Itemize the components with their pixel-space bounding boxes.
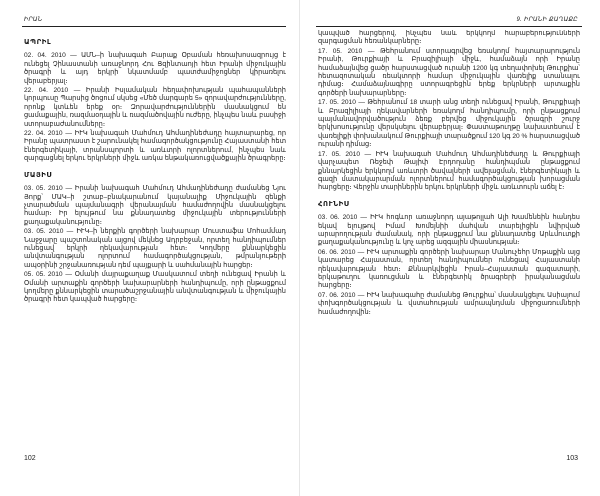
chronicle-entry: 06. 06. 2010 — ԻՒԿ արտաքին գործերի նախարար Մանուչեհր Մոթաքին այց կատարեց Հայաստան, որտեղ հանդիպումներ ունեցավ Հայաստանի ղեկավարության հետ։ Քննարկվեցին Իրան–Հայաստան գազատարի, երկաթուղու կառուցման և էներգետիկ ծրագրերի իրականացման հարցերը։ xyxy=(318,248,580,290)
header-rule xyxy=(22,26,286,27)
chronicle-entry: 03. 05. 2010 — Իրանի նախագահ Մահմուդ Ահմադինեժադը ժամանեց Նյու Յորք՝ ՄԱԿ–ի շտաբ–բնակարանում կայանալիք Միջուկային զենքի չտարածման պայմանագրի վերանայման համաժողովին մասնակցելու համար։ Իր ելույթում նա քննադատեց միջուկային տերությունների քաղաքականությունը։ xyxy=(24,185,286,226)
month-heading: ԱՊՐԻԼ xyxy=(24,39,52,46)
page-number: 103 xyxy=(566,455,578,462)
month-heading: ՄԱՅԻՍ xyxy=(24,171,53,179)
chronicle-entry: 17. 05. 2010 — Թեհրանում ստորագրվեց եռակողմ հայտարարություն Իրանի, Թուրքիայի և Բրազիլիայի միջև, համաձայն որի Իրանը համաձայնվեց ցածր հարստացված ուրանի 1200 կգ տեղափոխել Թուրքիա՝ հետազոտական ռեակտորի համար միջուկային վառելիք ստանալու դիմաց։ Համաձայնագիրը ստորագրեցին երեք երկրների արտաքին գործերի նախարարները։ xyxy=(318,47,580,97)
chronicle-entry: 17. 05. 2010 — ԻՒԿ նախագահ Մահմուդ Ահմադինեժադը և Թուրքիայի վարչապետ Ռեջեփ Թայիփ Էրդողանը հանդիպման ընթացքում քննարկեցին երկկողմ առևտրի ծավալների ավելացման, էներգետիկայի և գազի մատակարարման ոլորտներում համագործակցության խորացման հարցերը։ Վերջին տարիներին երկու երկրների միջև առևտուրն աճել է։ xyxy=(318,150,580,192)
chronicle-entry: 03. 05. 2010 — ԻՒԿ–ի ներքին գործերի նախարար Մուստաֆա Մոհամմադ Նաջջարը պաշտոնական այցով մեկնեց Ադրբեջան, որտեղ հանդիպումներ ունեցավ երկրի ղեկավարության հետ։ Կողմերը քննարկեցին անվտանգության ոլորտում համագործակցության, թմրանյութերի ապօրինի շրջանառության դեմ պայքարի և սահմանային հարցեր։ xyxy=(24,228,286,269)
month-heading: ՀՈՒՆԻՍ xyxy=(318,200,350,208)
header-rule xyxy=(316,26,582,27)
chronicle-entry: 17. 05. 2010 — Թեհրանում 18 տարի անց տեղի ունեցավ Իրանի, Թուրքիայի և Բրազիլիայի ղեկավարների եռակողմ հանդիպումը, որի ընթացքում պայմանավորվածություն ձեռք բերվեց միջուկային ծրագրի շուրջ երկխոսությունը վերսկսելու վերաբերյալ։ Փաստաթուղթը նախատեսում է վառելիքի փոխանակում Թուրքիայի տարածքում 120 կգ 20 % հարստացված ուրանի դիմաց։ xyxy=(318,99,580,149)
chronicle-entry: 22. 04. 2010 — Իրանի Իսլամական հեղափոխության պահապանների կորպուսը Պարսից ծոցում սկսեց «Մեծ մարգարե 5» զորավարժությունները, որոնք կտևեն երեք օր։ Զորավարժություններին մասնակցում են ցամաքային, ռազմաօդային և ռազմածովային ուժերը, ինչպես նաև բասիջի ստորաբաժանումները։ xyxy=(24,87,286,128)
running-head: 9. ԻՐԱՆԻ ՔԱՂԱՔԸ xyxy=(516,17,578,23)
chronicle-entry: 03. 06. 2010 — ԻՒԿ հոգևոր առաջնորդ այաթոլլահ Ալի Խամենեին հանդես եկավ ելույթով Իմամ Խոմեյնիի մահվան տարելիցին նվիրված արարողության ժամանակ, որի ընթացքում նա քննադատեց Արևմուտքի քաղաքականությունը և կոչ արեց ազգային միասնության։ xyxy=(318,214,580,247)
chronicle-entry: 22. 04. 2010 — ԻՒԿ նախագահ Մահմուդ Ահմադինեժադը հայտարարեց, որ Իրանը պատրաստ է շարունակել համագործակցությունը Հայաստանի հետ էներգետիկայի, տրանսպորտի և առևտրի ոլորտներում, ինչպես նաև զարգացնել երկու երկրների միջև առկա ենթակառուցվածքային ծրագրերը։ xyxy=(24,130,286,163)
chronicle-entry: կապված հարցերով, ինչպես նաև երկկողմ հարաբերությունների զարգացման հեռանկարները։ xyxy=(318,30,580,46)
right-page xyxy=(300,0,600,496)
running-head: ԻՐԱՆ xyxy=(24,17,43,23)
chronicle-entry: 05. 05. 2010 — Օմանի մայրաքաղաք Մասկատում տեղի ունեցավ Իրանի և Օմանի արտաքին գործերի նախարարների հանդիպումը, որի ընթացքում կողմերը քննարկեցին տարածաշրջանային անվտանգության և միջուկային ծրագրի հետ կապված հարցերը։ xyxy=(24,271,286,304)
chronicle-entry: 02. 04. 2010 — ԱՄՆ–ի նախագահ Բարաք Օբաման հեռախոսազրույց է ունեցել Չինաստանի առաջնորդ Հու Ցզինտաոյի հետ Իրանի միջուկային ծրագրի և այդ երկրի նկատմամբ պատժամիջոցներ կիրառելու վերաբերյալ։ xyxy=(24,52,286,85)
page-body xyxy=(318,30,580,456)
chronicle-entry: 07. 06. 2010 — ԻՒԿ նախագահը ժամանեց Թուրքիա՝ մասնակցելու Ասիայում փոխգործակցության և վստահության ամրապնդման միջոցառումների համաժողովին։ xyxy=(318,291,580,316)
page-body xyxy=(24,30,286,456)
page-number: 102 xyxy=(24,455,36,462)
